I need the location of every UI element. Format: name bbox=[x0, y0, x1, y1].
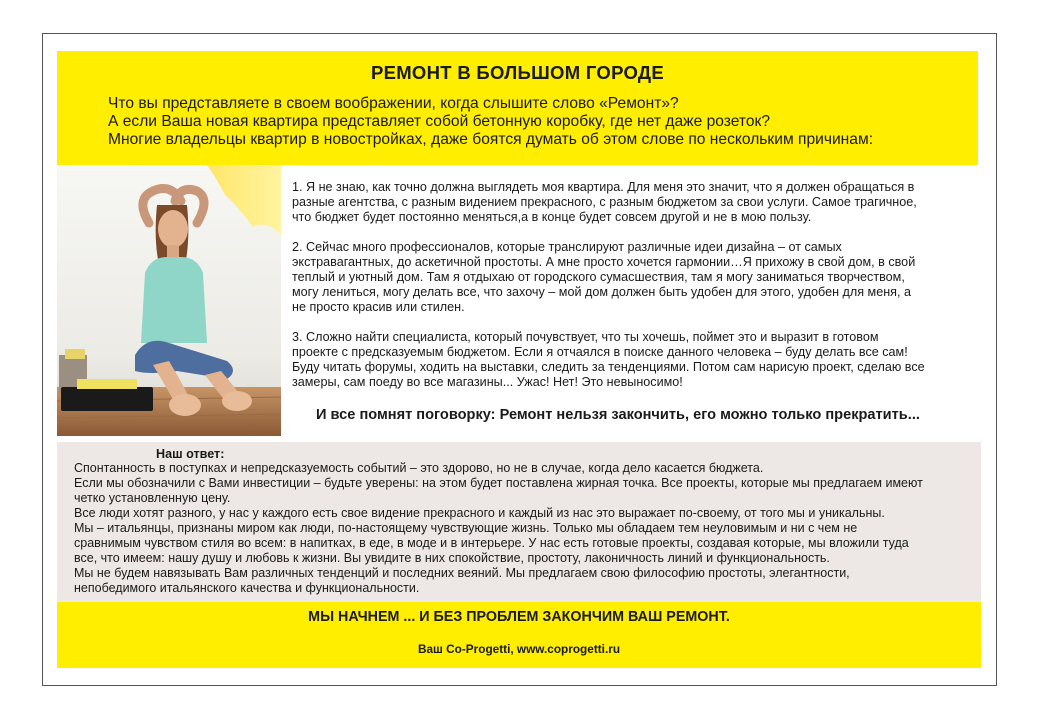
answer-line: четко установленную цену. bbox=[74, 491, 231, 505]
reason-line: 3. Сложно найти специалиста, который почувствует, что ты хочешь, поймет это и выразит в готовом bbox=[292, 330, 879, 344]
intro-line: Многие владельцы квартир в новостройках, даже боятся думать об этом слове по нескольким причинам: bbox=[108, 131, 874, 148]
woman-relaxing-illustration bbox=[57, 165, 281, 436]
reason-line: теплый и уютный дом. Там я отдыхаю от городского сумасшествия, там я могу заниматься творчеством, bbox=[292, 270, 905, 284]
intro-text bbox=[108, 95, 968, 149]
answer-line: все, что имеем: нашу душу и любовь к жизни. Вы увидите в них спокойствие, простоту, лаконичность линий и функциональность. bbox=[74, 551, 830, 565]
answer-line: Мы не будем навязывать Вам различных тенденций и последних веяний. Мы предлагаем свою философию простоты, элегантности, bbox=[74, 566, 850, 580]
slogan: МЫ НАЧНЕМ ... И БЕЗ ПРОБЛЕМ ЗАКОНЧИМ ВАШ РЕМОНТ. bbox=[308, 609, 730, 625]
proverb-text: И все помнят поговорку: Ремонт нельзя закончить, его можно только прекратить... bbox=[316, 407, 920, 423]
company-signature: Ваш Co-Progetti, www.coprogetti.ru bbox=[417, 642, 621, 656]
page-title: РЕМОНТ В БОЛЬШОМ ГОРОДЕ bbox=[370, 62, 665, 83]
answer-line: Все люди хотят разного, у нас у каждого есть свое видение прекрасного и каждый из нас это выражает по-своему, от того мы и уникальны. bbox=[74, 506, 885, 520]
reasons-list bbox=[292, 180, 982, 405]
reason-line: 2. Сейчас много профессионалов, которые транслируют различные идеи дизайна – от самых bbox=[292, 240, 842, 254]
intro-line: А если Ваша новая квартира представляет собой бетонную коробку, где нет даже розеток? bbox=[108, 113, 771, 130]
reason-line: могу лениться, могу делать все, что захочу – мой дом должен быть удобен для этого, удобен для меня, а bbox=[292, 285, 911, 299]
answer-title: Наш ответ: bbox=[156, 447, 225, 461]
reason-line: Буду читать форумы, ходить на выставки, следить за тенденциями. Потом сам нарисую проект, сделаю все bbox=[292, 360, 925, 374]
reason-line: 1. Я не знаю, как точно должна выглядеть моя квартира. Для меня это значит, что я должен обращаться в bbox=[292, 180, 915, 194]
reason-line: замеры, сам поеду во все магазины... Ужас! Нет! Это невыносимо! bbox=[292, 375, 683, 389]
reason-line: проекте с предсказуемым бюджетом. Если я отчаялся в поиске данного человека – буду делать все сам! bbox=[292, 345, 908, 359]
intro-line: Что вы представляете в своем воображении, когда слышите слово «Ремонт»? bbox=[108, 95, 679, 112]
answer-text bbox=[74, 461, 974, 596]
reason-item bbox=[292, 180, 982, 225]
reason-line: не просто красив или стилен. bbox=[292, 300, 465, 314]
reason-item bbox=[292, 240, 982, 315]
answer-line: сравнимым чувством стиля во всем: в напитках, в еде, в моде и в интерьере. У нас есть готовые проекты, создавая которые, мы вложили туда bbox=[74, 536, 909, 550]
answer-line: Спонтанность в поступках и непредсказуемость событий – это здорово, но не в случае, когда дело касается бюджета. bbox=[74, 461, 764, 475]
reason-line: экстравагантных, до аскетичной простоты. А мне просто хочется гармонии…Я прихожу в свой дом, в свой bbox=[292, 255, 916, 269]
answer-line: Если мы обозначили с Вами инвестиции – будьте уверены: на этом будет поставлена жирная точка. Все проекты, которые мы предлагаем имеют bbox=[74, 476, 923, 490]
woman-relaxing-photo bbox=[57, 165, 281, 436]
reason-item bbox=[292, 330, 982, 390]
reason-line: разные агентства, с разным видением прекрасного, с разным бюджетом за свои услуги. Самое трагичное, bbox=[292, 195, 917, 209]
answer-line: Мы – итальянцы, признаны миром как люди, по-настоящему чувствующие жизнь. Только мы обладаем тем неуловимым и ни с чем не bbox=[74, 521, 858, 535]
answer-line: непобедимого итальянского качества и функциональности. bbox=[74, 581, 420, 595]
reason-line: что бюджет будет постоянно меняться,а в конце будет совсем другой и не в мою пользу. bbox=[292, 210, 812, 224]
